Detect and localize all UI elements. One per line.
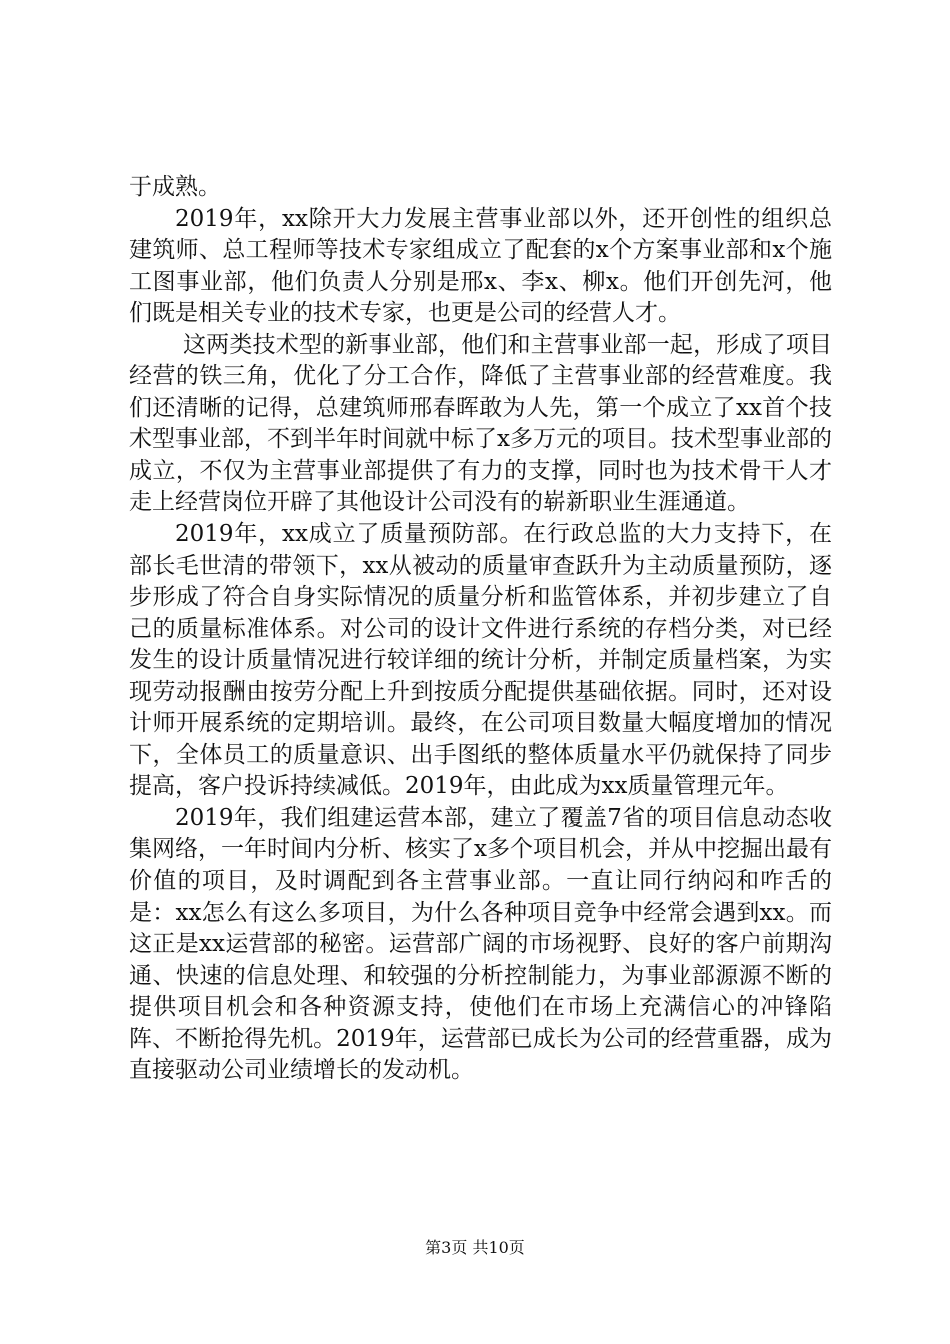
paragraph-technical-experts: 2019年，xx除开大力发展主营事业部以外，还开创性的组织总建筑师、总工程师等技术专家组成立了配套的x个方案事业部和x个施工图事业部，他们负责人分别是邢x、李x、柳x。他们开创先河，他们既是相关专业的技术专家，也更是公司的经营人才。 [129, 205, 832, 327]
paragraph-quality-prevention: 2019年，xx成立了质量预防部。在行政总监的大力支持下，在部长毛世清的带领下，xx从被动的质量审查跃升为主动质量预防，逐步形成了符合自身实际情况的质量分析和监管体系，并初步建立了自己的质量标准体系。对公司的设计文件进行系统的存档分类，对已经发生的设计质量情况进行较详细的统计分析，并制定质量档案，为实现劳动报酬由按劳分配上升到按质分配提供基础依据。同时，还对设计师开展系统的定期培训。最终，在公司项目数量大幅度增加的情况下，全体员工的质量意识、出手图纸的整体质量水平仍就保持了同步提高，客户投诉持续减低。2019年，由此成为xx质量管理元年。 [129, 521, 832, 800]
paragraph-continuation: 于成熟。 [129, 174, 221, 200]
page-number-footer: 第3页 共10页 [425, 1238, 525, 1257]
document-body [129, 172, 832, 1087]
paragraph-technical-departments: 这两类技术型的新事业部，他们和主营事业部一起，形成了项目经营的铁三角，优化了分工合作，降低了主营事业部的经营难度。我们还清晰的记得，总建筑师邢春晖敢为人先，第一个成立了xx首个技术型事业部，不到半年时间就中标了x多万元的项目。技术型事业部的成立，不仅为主营事业部提供了有力的支撑，同时也为技术骨干人才走上经营岗位开辟了其他设计公司没有的崭新职业生涯通道。 [129, 331, 832, 516]
paragraph-operations: 2019年，我们组建运营本部，建立了覆盖7省的项目信息动态收集网络，一年时间内分析、核实了x多个项目机会，并从中挖掘出最有价值的项目，及时调配到各主营事业部。一直让同行纳闷和咋舌的是：xx怎么有这么多项目，为什么各种项目竞争中经常会遇到xx。而这正是xx运营部的秘密。运营部广阔的市场视野、良好的客户前期沟通、快速的信息处理、和较强的分析控制能力，为事业部源源不断的提供项目机会和各种资源支持，使他们在市场上充满信心的冲锋陷阵、不断抢得先机。2019年，运营部已成长为公司的经营重器，成为直接驱动公司业绩增长的发动机。 [129, 804, 832, 1084]
